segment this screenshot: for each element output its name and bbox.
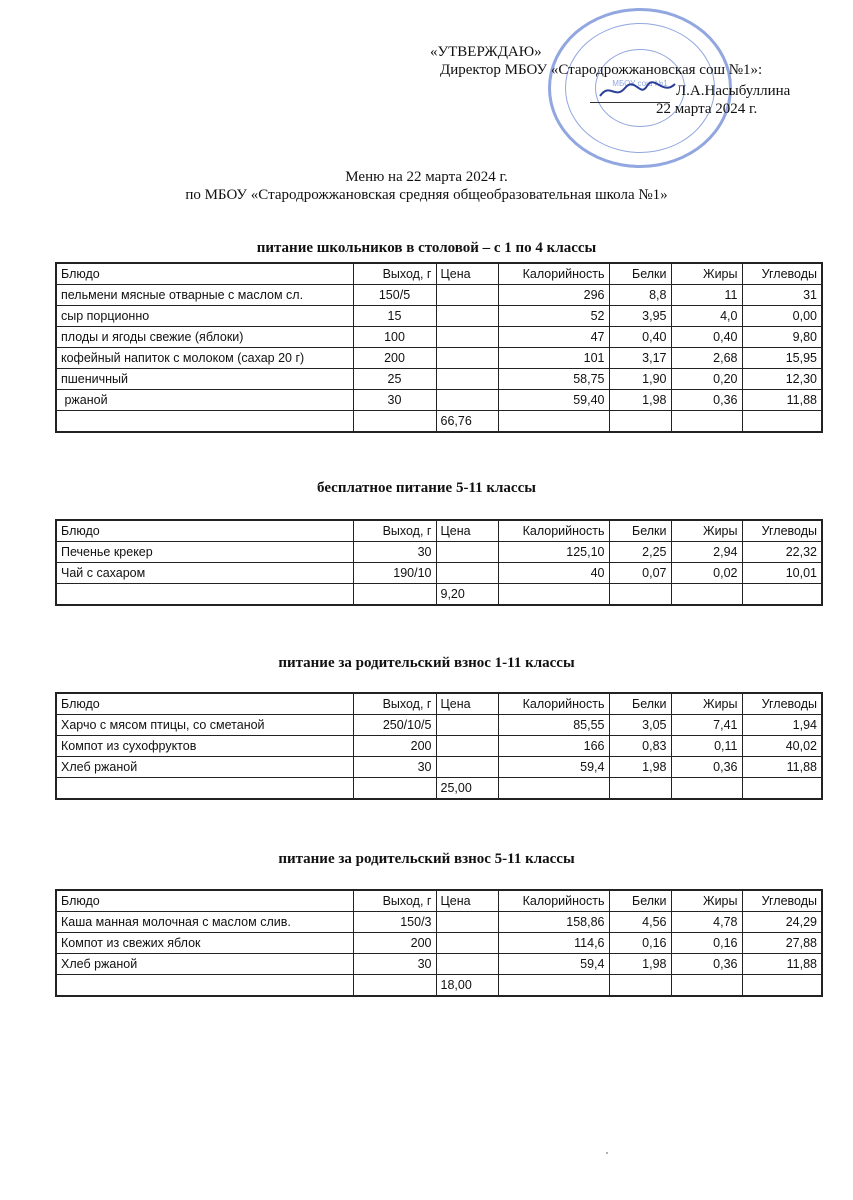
header-yield: Выход, г [353, 890, 436, 912]
kcal-cell: 166 [498, 736, 609, 757]
header-yield: Выход, г [353, 263, 436, 285]
dish-cell: Компот из сухофруктов [56, 736, 353, 757]
empty-cell [742, 778, 822, 800]
yield-cell: 200 [353, 933, 436, 954]
header-price: Цена [436, 890, 498, 912]
dish-cell: Чай с сахаром [56, 563, 353, 584]
kcal-cell: 85,55 [498, 715, 609, 736]
empty-cell [498, 584, 609, 606]
price-cell [436, 912, 498, 933]
protein-cell: 3,17 [609, 348, 671, 369]
total-price: 66,76 [436, 411, 498, 433]
table-row [56, 348, 822, 369]
empty-cell [671, 975, 742, 997]
table-row [56, 390, 822, 411]
carbs-cell: 15,95 [742, 348, 822, 369]
total-price: 25,00 [436, 778, 498, 800]
price-cell [436, 348, 498, 369]
carbs-cell: 27,88 [742, 933, 822, 954]
dish-cell: сыр порционно [56, 306, 353, 327]
approval-heading: «УТВЕРЖДАЮ» [430, 44, 542, 60]
header-protein: Белки [609, 890, 671, 912]
protein-cell: 4,56 [609, 912, 671, 933]
carbs-cell: 9,80 [742, 327, 822, 348]
header-protein: Белки [609, 693, 671, 715]
header-dish: Блюдо [56, 520, 353, 542]
kcal-cell: 101 [498, 348, 609, 369]
yield-cell: 15 [353, 306, 436, 327]
header-carbs: Углеводы [742, 263, 822, 285]
empty-cell [353, 975, 436, 997]
protein-cell: 8,8 [609, 285, 671, 306]
header-carbs: Углеводы [742, 693, 822, 715]
empty-cell [498, 411, 609, 433]
kcal-cell: 40 [498, 563, 609, 584]
price-cell [436, 390, 498, 411]
yield-cell: 30 [353, 757, 436, 778]
fat-cell: 0,36 [671, 954, 742, 975]
table-row [56, 912, 822, 933]
header-price: Цена [436, 520, 498, 542]
protein-cell: 0,07 [609, 563, 671, 584]
yield-cell: 150/5 [353, 285, 436, 306]
carbs-cell: 11,88 [742, 954, 822, 975]
empty-cell [742, 975, 822, 997]
yield-cell: 150/3 [353, 912, 436, 933]
table-header-row [56, 890, 822, 912]
price-cell [436, 306, 498, 327]
table-row [56, 542, 822, 563]
fat-cell: 4,0 [671, 306, 742, 327]
header-carbs: Углеводы [742, 520, 822, 542]
header-fat: Жиры [671, 520, 742, 542]
fat-cell: 2,94 [671, 542, 742, 563]
yield-cell: 30 [353, 542, 436, 563]
table-header-row [56, 263, 822, 285]
dish-cell: Хлеб ржаной [56, 954, 353, 975]
section-title: бесплатное питание 5-11 классы [317, 480, 536, 496]
carbs-cell: 24,29 [742, 912, 822, 933]
yield-cell: 250/10/5 [353, 715, 436, 736]
fat-cell: 0,16 [671, 933, 742, 954]
empty-cell [671, 778, 742, 800]
header-fat: Жиры [671, 263, 742, 285]
table-header-row [56, 520, 822, 542]
header-carbs: Углеводы [742, 890, 822, 912]
empty-cell [609, 778, 671, 800]
yield-cell: 200 [353, 348, 436, 369]
table-row [56, 954, 822, 975]
empty-cell [353, 778, 436, 800]
dish-cell: Компот из свежих яблок [56, 933, 353, 954]
protein-cell: 1,98 [609, 954, 671, 975]
yield-cell: 30 [353, 954, 436, 975]
kcal-cell: 296 [498, 285, 609, 306]
yield-cell: 100 [353, 327, 436, 348]
kcal-cell: 59,4 [498, 757, 609, 778]
fat-cell: 0,36 [671, 757, 742, 778]
dish-cell: пшеничный [56, 369, 353, 390]
price-cell [436, 933, 498, 954]
menu-table-parental-1-11 [55, 692, 823, 800]
price-cell [436, 285, 498, 306]
total-row [56, 975, 822, 997]
price-cell [436, 327, 498, 348]
price-cell [436, 715, 498, 736]
section-title: питание за родительский взнос 1-11 классы [278, 655, 575, 671]
approval-position: Директор МБОУ «Стародрожжановская сош №1»: [440, 62, 763, 78]
total-row [56, 778, 822, 800]
approval-date: 22 марта 2024 г. [656, 101, 758, 117]
dish-cell: ржаной [56, 390, 353, 411]
empty-cell [353, 411, 436, 433]
yield-cell: 25 [353, 369, 436, 390]
protein-cell: 3,95 [609, 306, 671, 327]
table-row [56, 715, 822, 736]
document-subtitle: по МБОУ «Стародрожжановская средняя общеобразовательная школа №1» [185, 187, 668, 203]
empty-cell [56, 778, 353, 800]
yield-cell: 30 [353, 390, 436, 411]
empty-cell [609, 411, 671, 433]
fat-cell: 2,68 [671, 348, 742, 369]
carbs-cell: 40,02 [742, 736, 822, 757]
empty-cell [56, 584, 353, 606]
fat-cell: 0,40 [671, 327, 742, 348]
fat-cell: 7,41 [671, 715, 742, 736]
table-row [56, 285, 822, 306]
empty-cell [56, 411, 353, 433]
header-protein: Белки [609, 520, 671, 542]
kcal-cell: 52 [498, 306, 609, 327]
header-yield: Выход, г [353, 693, 436, 715]
dish-cell: Харчо с мясом птицы, со сметаной [56, 715, 353, 736]
empty-cell [353, 584, 436, 606]
menu-table-parental-5-11 [55, 889, 823, 997]
header-yield: Выход, г [353, 520, 436, 542]
section-title: питание за родительский взнос 5-11 классы [278, 851, 575, 867]
carbs-cell: 12,30 [742, 369, 822, 390]
price-cell [436, 369, 498, 390]
yield-cell: 190/10 [353, 563, 436, 584]
empty-cell [609, 584, 671, 606]
price-cell [436, 757, 498, 778]
scan-speck [606, 1152, 608, 1154]
header-fat: Жиры [671, 890, 742, 912]
price-cell [436, 542, 498, 563]
protein-cell: 0,16 [609, 933, 671, 954]
empty-cell [671, 584, 742, 606]
fat-cell: 0,11 [671, 736, 742, 757]
menu-table-grades-1-4 [55, 262, 823, 433]
header-dish: Блюдо [56, 263, 353, 285]
document-title: Меню на 22 марта 2024 г. [345, 169, 508, 185]
signature-icon [595, 78, 685, 102]
fat-cell: 0,36 [671, 390, 742, 411]
table-row [56, 369, 822, 390]
section-title: питание школьников в столовой – с 1 по 4 классы [256, 240, 597, 256]
empty-cell [742, 584, 822, 606]
header-kcal: Калорийность [498, 693, 609, 715]
approval-name: Л.А.Насыбуллина [676, 83, 791, 99]
total-row [56, 584, 822, 606]
empty-cell [56, 975, 353, 997]
fat-cell: 0,02 [671, 563, 742, 584]
carbs-cell: 31 [742, 285, 822, 306]
price-cell [436, 954, 498, 975]
total-price: 18,00 [436, 975, 498, 997]
table-row [56, 563, 822, 584]
protein-cell: 3,05 [609, 715, 671, 736]
protein-cell: 0,83 [609, 736, 671, 757]
kcal-cell: 114,6 [498, 933, 609, 954]
carbs-cell: 11,88 [742, 390, 822, 411]
empty-cell [609, 975, 671, 997]
total-price: 9,20 [436, 584, 498, 606]
fat-cell: 4,78 [671, 912, 742, 933]
kcal-cell: 158,86 [498, 912, 609, 933]
table-row [56, 757, 822, 778]
kcal-cell: 59,40 [498, 390, 609, 411]
kcal-cell: 58,75 [498, 369, 609, 390]
table-row [56, 306, 822, 327]
carbs-cell: 11,88 [742, 757, 822, 778]
protein-cell: 2,25 [609, 542, 671, 563]
header-kcal: Калорийность [498, 890, 609, 912]
table-row [56, 933, 822, 954]
protein-cell: 1,98 [609, 390, 671, 411]
header-fat: Жиры [671, 693, 742, 715]
carbs-cell: 1,94 [742, 715, 822, 736]
stamp-text: МБОУ сош №1 [612, 79, 668, 88]
table-row [56, 736, 822, 757]
carbs-cell: 10,01 [742, 563, 822, 584]
price-cell [436, 563, 498, 584]
dish-cell: Печенье крекер [56, 542, 353, 563]
fat-cell: 0,20 [671, 369, 742, 390]
header-kcal: Калорийность [498, 520, 609, 542]
header-price: Цена [436, 263, 498, 285]
protein-cell: 1,98 [609, 757, 671, 778]
protein-cell: 0,40 [609, 327, 671, 348]
dish-cell: пельмени мясные отварные с маслом сл. [56, 285, 353, 306]
kcal-cell: 125,10 [498, 542, 609, 563]
table-header-row [56, 693, 822, 715]
dish-cell: Каша манная молочная с маслом слив. [56, 912, 353, 933]
menu-table-free-5-11 [55, 519, 823, 606]
carbs-cell: 22,32 [742, 542, 822, 563]
header-protein: Белки [609, 263, 671, 285]
dish-cell: Хлеб ржаной [56, 757, 353, 778]
yield-cell: 200 [353, 736, 436, 757]
protein-cell: 1,90 [609, 369, 671, 390]
fat-cell: 11 [671, 285, 742, 306]
total-row [56, 411, 822, 433]
table-row [56, 327, 822, 348]
empty-cell [671, 411, 742, 433]
header-dish: Блюдо [56, 693, 353, 715]
header-kcal: Калорийность [498, 263, 609, 285]
empty-cell [742, 411, 822, 433]
kcal-cell: 59,4 [498, 954, 609, 975]
header-price: Цена [436, 693, 498, 715]
empty-cell [498, 778, 609, 800]
header-dish: Блюдо [56, 890, 353, 912]
empty-cell [498, 975, 609, 997]
price-cell [436, 736, 498, 757]
dish-cell: плоды и ягоды свежие (яблоки) [56, 327, 353, 348]
carbs-cell: 0,00 [742, 306, 822, 327]
kcal-cell: 47 [498, 327, 609, 348]
dish-cell: кофейный напиток с молоком (сахар 20 г) [56, 348, 353, 369]
